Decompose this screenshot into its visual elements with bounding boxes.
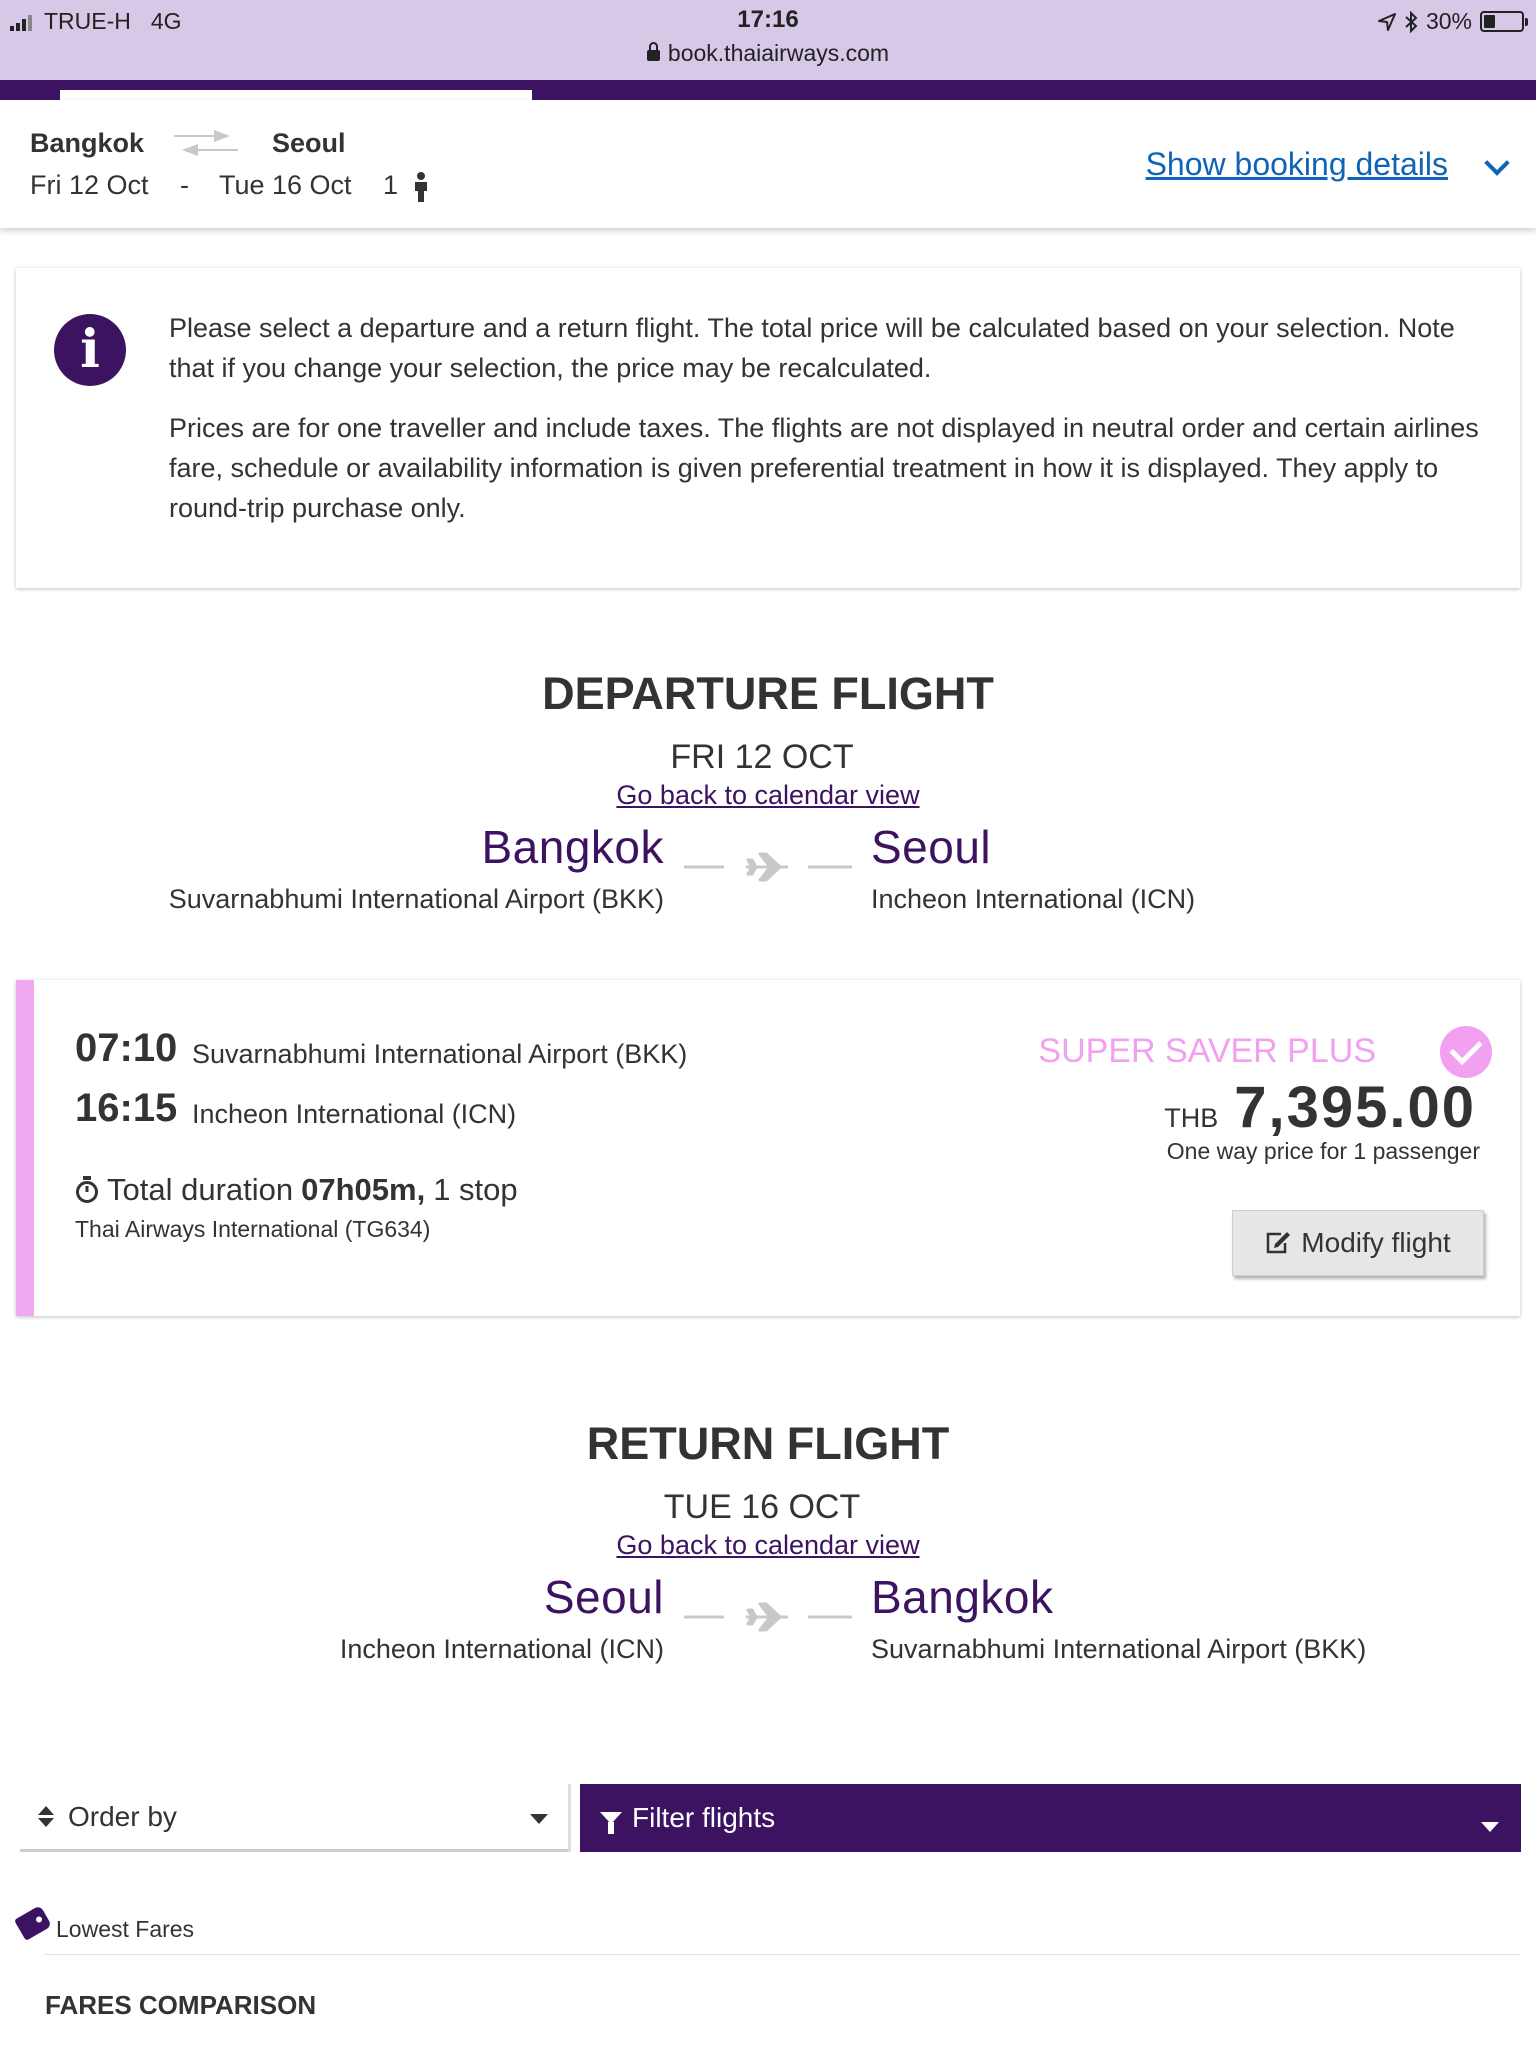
order-by-select[interactable] (20, 1784, 568, 1852)
return-to-city: Bangkok (871, 1571, 1054, 1623)
departure-date: FRI 12 OCT (670, 738, 854, 776)
return-from-airport: Incheon International (ICN) (339, 1634, 664, 1664)
plane-icon (684, 1602, 852, 1632)
brand-bar (0, 80, 1536, 100)
info-icon: i (54, 314, 126, 386)
show-booking-details-link[interactable]: Show booking details (1145, 146, 1448, 182)
price-amount: 7,395.00 (1234, 1075, 1476, 1140)
battery-icon (1480, 11, 1524, 32)
arrival-time: 16:15 (75, 1086, 178, 1130)
filter-icon (600, 1812, 622, 1824)
info-paragraph: Prices are for one traveller and include taxes. The flights are not displayed in neutral order and certain airlines fare, schedule or availability information is given preferential treatment in how it is displayed. They apply to round-trip purchase only. (169, 413, 1479, 523)
tag-icon (14, 1905, 52, 1941)
return-from-city: Seoul (543, 1571, 664, 1623)
airline-flight-number: Thai Airways International (TG634) (75, 1216, 431, 1242)
chevron-down-icon[interactable] (1484, 150, 1509, 175)
location-arrow-icon (1378, 13, 1396, 31)
return-date-heading: TUE 16 OCT (663, 1488, 861, 1526)
price-currency: THB (1164, 1103, 1219, 1133)
departure-to-airport: Incheon International (ICN) (871, 884, 1196, 914)
total-duration (75, 1172, 518, 1208)
return-title: RETURN FLIGHT (586, 1418, 950, 1469)
bluetooth-icon (1404, 11, 1418, 33)
departure-time: 07:10 (75, 1026, 178, 1070)
stopwatch-icon (75, 1176, 99, 1204)
calendar-view-link[interactable]: Go back to calendar view (616, 780, 920, 810)
departure-airport: Suvarnabhumi International Airport (BKK) (192, 1039, 688, 1069)
selection-accent (16, 980, 34, 1316)
selected-flight-card (16, 980, 1520, 1316)
departure-to-city: Seoul (871, 821, 992, 873)
edit-icon (1265, 1231, 1291, 1255)
filter-flights-label: Filter flights (632, 1802, 776, 1833)
network-type: 4G (150, 8, 182, 34)
price (1164, 1074, 1476, 1141)
fare-class: SUPER SAVER PLUS (1038, 1032, 1376, 1070)
plane-icon (684, 852, 852, 882)
modify-flight-button[interactable] (1232, 1210, 1484, 1276)
destination-city: Seoul (272, 128, 346, 158)
departure-title: DEPARTURE FLIGHT (542, 668, 994, 719)
lowest-fares-label: Lowest Fares (56, 1916, 195, 1942)
depart-date: Fri 12 Oct (30, 170, 149, 200)
fares-comparison-heading: FARES COMPARISON (45, 1990, 317, 2020)
date-separator: - (180, 170, 189, 200)
departure-from-city: Bangkok (481, 821, 664, 873)
status-right (1378, 8, 1524, 35)
url-bar[interactable] (0, 40, 1536, 67)
divider (44, 1954, 1520, 1955)
active-tab-indicator (60, 90, 532, 100)
duration-value: 07h05m, (301, 1172, 426, 1207)
battery-percent: 30% (1425, 8, 1472, 34)
stops-count: 1 stop (433, 1172, 518, 1207)
round-trip-icon (170, 124, 242, 164)
passenger-count: 1 (383, 170, 399, 200)
info-paragraph: Please select a departure and a return flight. The total price will be calculated based on your selection. Note that if you change your selection, the price may be recalculated. (169, 313, 1455, 383)
return-date: Tue 16 Oct (219, 170, 352, 200)
order-by-label: Order by (68, 1800, 177, 1832)
booking-summary (0, 100, 1536, 228)
modify-flight-label: Modify flight (1301, 1227, 1451, 1258)
info-text (169, 308, 1479, 528)
return-to-airport: Suvarnabhumi International Airport (BKK) (871, 1634, 1367, 1664)
lock-icon (647, 50, 660, 61)
lowest-fares-tab[interactable] (18, 1916, 194, 1943)
check-circle-icon (1440, 1026, 1492, 1078)
calendar-view-link[interactable]: Go back to calendar view (616, 1530, 920, 1560)
status-bar (0, 0, 1536, 80)
filter-flights-button[interactable] (580, 1784, 1521, 1852)
info-notice (16, 268, 1520, 588)
duration-label: Total duration (107, 1172, 294, 1207)
origin-city: Bangkok (30, 128, 145, 158)
departure-from-airport: Suvarnabhumi International Airport (BKK) (168, 884, 664, 914)
passenger-icon (412, 172, 430, 202)
price-note: One way price for 1 passenger (1166, 1138, 1480, 1164)
sort-icon (38, 1806, 54, 1827)
caret-down-icon (530, 1814, 548, 1824)
url-text: book.thaiairways.com (667, 40, 890, 66)
arrival-airport: Incheon International (ICN) (192, 1099, 517, 1129)
clock: 17:16 (737, 6, 799, 33)
carrier-name: TRUE-H (44, 8, 131, 34)
caret-down-icon (1481, 1822, 1499, 1832)
